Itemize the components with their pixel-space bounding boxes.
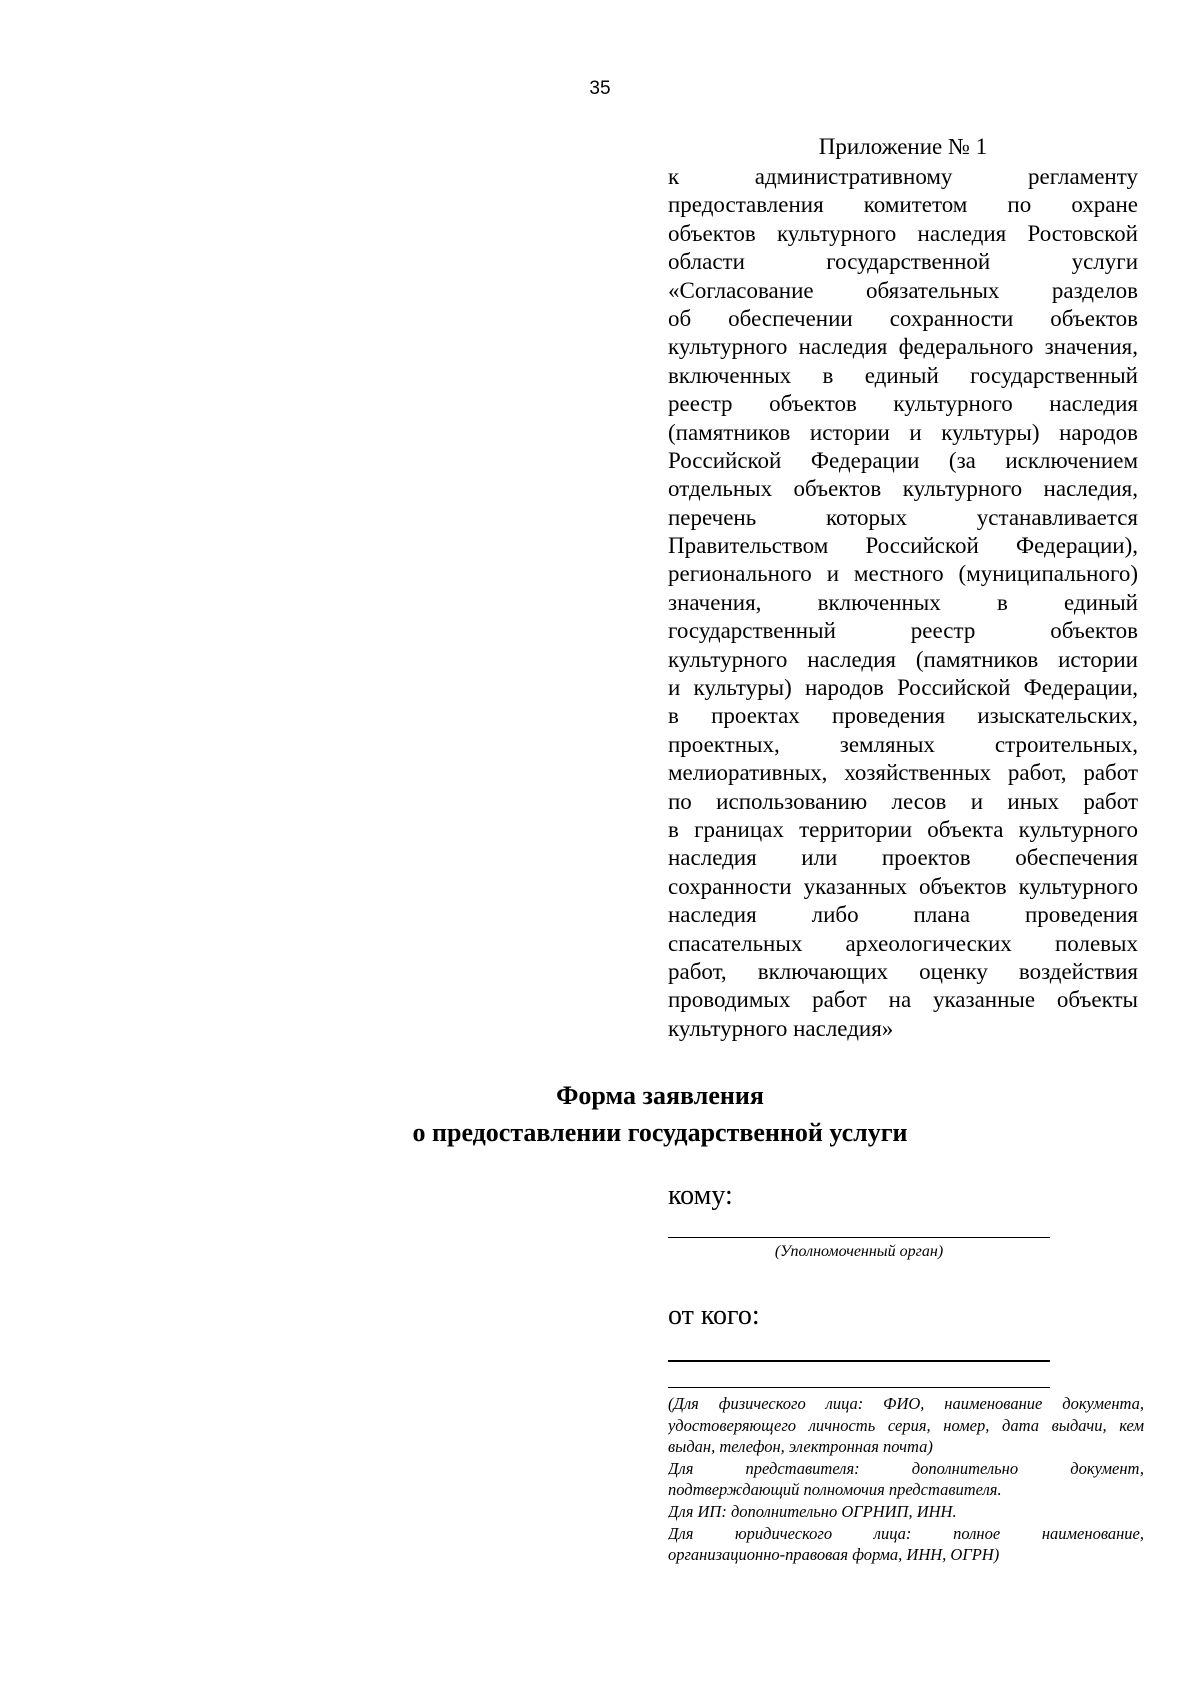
applicant-instructions bbox=[668, 1393, 1144, 1566]
instruction-line: Для ИП: дополнительно ОГРНИП, ИНН. bbox=[668, 1501, 957, 1521]
appendix-line: мелиоративных, хозяйственных работ, работ bbox=[668, 760, 1138, 786]
instruction-line: организационно-правовая форма, ИНН, ОГРН) bbox=[668, 1545, 1000, 1565]
form-title bbox=[0, 1077, 1200, 1151]
appendix-line: наследия или проектов обеспечения bbox=[668, 845, 1138, 871]
appendix-line: проводимых работ на указанные объекты bbox=[668, 987, 1138, 1013]
appendix-line: спасательных археологических полевых bbox=[668, 930, 1138, 956]
appendix-line: проектных, земляных строительных, bbox=[668, 731, 1138, 757]
appendix-line: значения, включенных в единый bbox=[668, 589, 1138, 615]
appendix-line: области государственной услуги bbox=[668, 249, 1138, 275]
appendix-line: отдельных объектов культурного наследия, bbox=[668, 476, 1138, 502]
form-title-line-1: Форма заявления bbox=[556, 1081, 764, 1110]
instruction-line: выдан, телефон, электронная почта) bbox=[668, 1437, 933, 1457]
appendix-line: (памятников истории и культуры) народов bbox=[668, 419, 1138, 445]
appendix-line: в проектах проведения изыскательских, bbox=[668, 703, 1138, 729]
appendix-line: государственный реестр объектов bbox=[668, 618, 1138, 644]
appendix-line: культурного наследия» bbox=[668, 1015, 894, 1041]
to-caption: (Уполномоченный орган) bbox=[774, 1243, 944, 1260]
to-input-line bbox=[668, 1237, 1050, 1238]
appendix-line: сохранности указанных объектов культурного bbox=[668, 873, 1138, 899]
appendix-line: в границах территории объекта культурного bbox=[668, 816, 1138, 842]
appendix-line: Российской Федерации (за исключением bbox=[668, 447, 1138, 473]
appendix-line: к административному регламенту bbox=[668, 164, 1138, 189]
appendix-text bbox=[668, 163, 1138, 1043]
appendix-line: объектов культурного наследия Ростовской bbox=[668, 220, 1138, 246]
instruction-line: подтверждающий полномочия представителя. bbox=[668, 1480, 1002, 1500]
from-input-line-secondary bbox=[668, 1387, 1050, 1388]
appendix-line: наследия либо плана проведения bbox=[668, 902, 1138, 928]
appendix-line: культурного наследия (памятников истории bbox=[668, 646, 1138, 672]
appendix-line: включенных в единый государственный bbox=[668, 362, 1138, 388]
appendix-line: культурного наследия федерального значения, bbox=[668, 334, 1138, 360]
appendix-line: и культуры) народов Российской Федерации, bbox=[668, 675, 1138, 701]
page-number: 35 bbox=[589, 78, 611, 99]
appendix-line: перечень которых устанавливается bbox=[668, 504, 1138, 530]
appendix-line: по использованию лесов и иных работ bbox=[668, 788, 1138, 814]
appendix-line: «Согласование обязательных разделов bbox=[668, 277, 1138, 303]
instruction-line: удостоверяющего личность серия, номер, дата выдачи, кем bbox=[668, 1415, 1144, 1435]
appendix-line: регионального и местного (муниципального) bbox=[668, 561, 1138, 587]
appendix-line: об обеспечении сохранности объектов bbox=[668, 305, 1138, 331]
from-input-line bbox=[668, 1360, 1050, 1362]
instruction-line: Для юридического лица: полное наименование, bbox=[668, 1523, 1144, 1543]
form-title-line-2: о предоставлении государственной услуги bbox=[412, 1118, 908, 1147]
appendix-line: работ, включающих оценку воздействия bbox=[668, 958, 1138, 984]
instruction-line: Для представителя: дополнительно документ, bbox=[668, 1458, 1144, 1478]
appendix-title: Приложение № 1 bbox=[818, 134, 988, 159]
to-label: кому: bbox=[668, 1180, 733, 1211]
appendix-line: предоставления комитетом по охране bbox=[668, 192, 1138, 218]
appendix-line: реестр объектов культурного наследия bbox=[668, 391, 1138, 417]
appendix-line: Правительством Российской Федерации), bbox=[668, 533, 1138, 559]
from-label: от кого: bbox=[668, 1300, 760, 1331]
instruction-line: (Для физического лица: ФИО, наименование документа, bbox=[668, 1394, 1144, 1413]
